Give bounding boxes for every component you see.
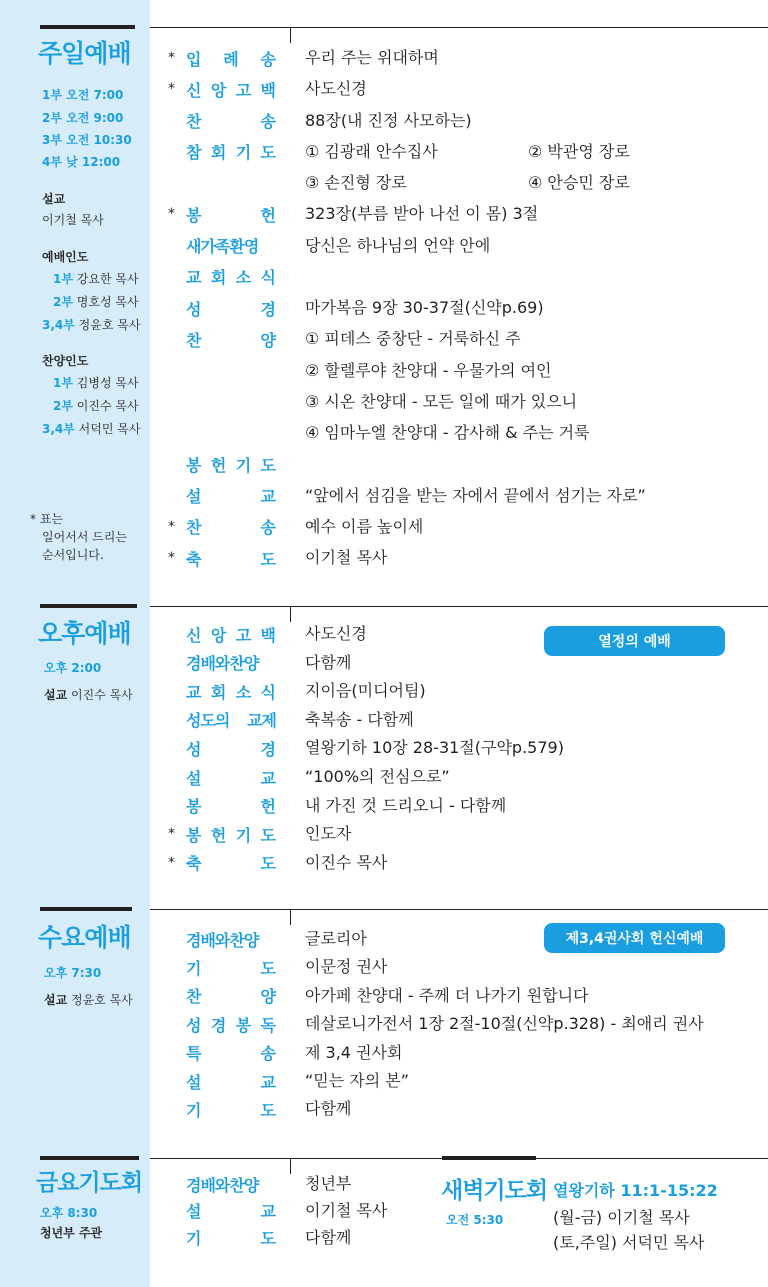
item-label-text: 찬 송 xyxy=(186,112,276,131)
sunday-sermon-name: 이기철 목사 xyxy=(42,213,104,227)
wednesday-item-value: 아가페 찬양대 - 주께 더 나가기 원합니다 xyxy=(305,985,589,1005)
sunday-item-value: 우리 주는 위대하며 xyxy=(305,48,439,67)
item-label-text: 성 경 봉 독 xyxy=(186,1015,276,1035)
afternoon-item-value: 지이음(미디어팀) xyxy=(305,681,426,701)
sunday-item-label xyxy=(168,548,276,569)
item-label-text: 새가족환영 xyxy=(186,237,259,256)
sunday-item-value: ③ 손진형 장로 xyxy=(305,173,407,192)
sunday-item-label xyxy=(168,517,276,538)
standing-mark: * xyxy=(168,206,175,223)
friday-item-value: 이기철 목사 xyxy=(305,1200,388,1220)
dawn-time: 오전 5:30 xyxy=(446,1213,504,1227)
wednesday-title: 수요예배 xyxy=(38,923,131,952)
afternoon-item-label xyxy=(172,796,276,816)
item-label-text: 경배와찬양 xyxy=(186,930,259,950)
wednesday-item-label xyxy=(172,929,276,949)
sunday-time-2: 2부 오전 9:00 xyxy=(42,111,124,125)
sunday-note-1: * 표는 xyxy=(30,512,63,526)
wednesday-item-label xyxy=(172,1014,276,1034)
afternoon-item-value: 이진수 목사 xyxy=(305,852,388,872)
item-label-text: 설 교 xyxy=(186,487,276,506)
section-divider xyxy=(150,606,768,607)
dawn-scripture: 열왕기하 11:1-15:22 xyxy=(553,1181,718,1200)
section-tick xyxy=(290,909,291,925)
item-label-text: 특 송 xyxy=(186,1044,276,1064)
sunday-item-label xyxy=(172,142,276,162)
item-label-text: 성 경 xyxy=(186,739,276,759)
item-label-text: 기 도 xyxy=(186,958,276,978)
sunday-time-3: 3부 오전 10:30 xyxy=(42,133,132,147)
sunday-item-value: “앞에서 섬김을 받는 자에서 끝에서 섬기는 자로” xyxy=(305,485,646,505)
sunday-item-label xyxy=(172,111,276,131)
sunday-praise-3: 3,4부 서덕민 목사 xyxy=(42,422,141,436)
standing-mark: * xyxy=(168,826,175,843)
afternoon-item-value: 인도자 xyxy=(305,824,352,844)
item-label-text: 찬 양 xyxy=(186,987,276,1007)
item-label-text: 성도의 교제 xyxy=(186,711,276,731)
afternoon-item-label xyxy=(172,653,276,673)
afternoon-item-value: “100%의 전심으로” xyxy=(305,767,450,786)
sunday-item-label xyxy=(172,267,276,287)
sunday-note-3: 순서입니다. xyxy=(42,548,104,562)
friday-item-value: 다함께 xyxy=(305,1227,352,1247)
sunday-praise-1: 1부 김병성 목사 xyxy=(53,376,139,390)
item-label-text: 경배와찬양 xyxy=(186,654,259,674)
sunday-item-label xyxy=(172,486,276,506)
section-divider xyxy=(150,27,768,28)
item-label-text: 신 앙 고 백 xyxy=(186,625,276,645)
sunday-item-value: 323장(부름 받아 나선 이 몸) 3절 xyxy=(305,204,539,224)
dawn-line-1: (월-금) 이기철 목사 xyxy=(553,1208,690,1227)
section-tick xyxy=(290,1158,291,1174)
wednesday-badge: 제3,4권사회 헌신예배 xyxy=(544,923,725,953)
sunday-item-value: 이기철 목사 xyxy=(305,548,388,567)
item-label-text: 축 도 xyxy=(186,549,276,569)
item-label-text: 봉 헌 기 도 xyxy=(186,825,276,845)
sunday-item-label xyxy=(168,48,276,69)
wednesday-item-label xyxy=(172,1071,276,1091)
wednesday-item-value: 글로리아 xyxy=(305,929,367,948)
sunday-leader-2: 2부 명호성 목사 xyxy=(53,295,139,309)
item-label-text: 성 경 xyxy=(186,299,276,319)
item-label-text: 찬 송 xyxy=(186,518,276,538)
item-label-text: 기 도 xyxy=(186,1229,276,1249)
sunday-time-4: 4부 낮 12:00 xyxy=(42,155,121,169)
afternoon-item-label xyxy=(172,738,276,758)
sunday-item-value-2: ④ 안승민 장로 xyxy=(528,173,630,192)
item-label-text: 찬 양 xyxy=(186,330,276,350)
friday-time: 오후 8:30 xyxy=(40,1206,98,1220)
sunday-item-value: 예수 이름 높이세 xyxy=(305,516,424,536)
sunday-item-value: 당신은 하나님의 언약 안에 xyxy=(305,235,491,255)
item-label-text: 봉 헌 xyxy=(186,797,276,817)
section-accent-bar xyxy=(40,1156,139,1160)
sunday-item-value: ① 피데스 중창단 - 거룩하신 주 xyxy=(305,329,521,349)
afternoon-item-label xyxy=(172,767,276,787)
wednesday-sermon: 설교 정윤호 목사 xyxy=(44,993,133,1007)
item-label-text: 교 회 소 식 xyxy=(186,682,276,702)
friday-item-label xyxy=(172,1174,276,1194)
friday-host: 청년부 주관 xyxy=(40,1226,103,1240)
afternoon-item-label xyxy=(168,853,276,874)
wednesday-item-label xyxy=(172,986,276,1006)
afternoon-title: 오후예배 xyxy=(38,619,131,648)
sunday-praise-head: 찬양인도 xyxy=(42,354,89,368)
sunday-item-value: ④ 임마누엘 찬양대 - 감사해 & 주는 거룩 xyxy=(305,423,590,442)
wednesday-item-value: 이문정 권사 xyxy=(305,957,388,977)
wednesday-item-value: 데살로니가전서 1장 2절-10절(신약p.328) - 최애리 권사 xyxy=(305,1014,704,1034)
standing-mark: * xyxy=(168,81,175,98)
friday-title: 금요기도회 xyxy=(36,1170,143,1196)
standing-mark: * xyxy=(168,518,175,535)
sunday-title: 주일예배 xyxy=(38,39,131,68)
friday-item-label xyxy=(172,1201,276,1221)
sunday-item-value: 사도신경 xyxy=(305,79,367,99)
wednesday-item-value: 다함께 xyxy=(305,1099,352,1119)
afternoon-item-label xyxy=(172,710,276,730)
item-label-text: 기 도 xyxy=(186,1100,276,1120)
section-tick xyxy=(290,27,291,43)
section-accent-bar xyxy=(40,907,132,911)
afternoon-time: 오후 2:00 xyxy=(44,661,102,675)
item-label-text: 입 례 송 xyxy=(186,49,276,69)
section-accent-bar xyxy=(40,604,137,608)
item-label-text: 봉 헌 xyxy=(186,205,276,225)
sunday-leader-3: 3,4부 정윤호 목사 xyxy=(42,318,141,332)
item-label-text: 교 회 소 식 xyxy=(186,268,276,288)
item-label-text: 축 도 xyxy=(186,854,276,874)
section-divider xyxy=(150,909,768,910)
item-label-text: 설 교 xyxy=(186,768,276,788)
afternoon-badge: 열정의 예배 xyxy=(544,626,725,656)
sunday-time-1: 1부 오전 7:00 xyxy=(42,88,124,102)
item-label-text: 참 회 기 도 xyxy=(186,143,276,163)
sunday-item-value: 88장(내 진정 사모하는) xyxy=(305,110,472,130)
standing-mark: * xyxy=(168,854,175,871)
sunday-item-label xyxy=(168,204,276,225)
item-label-text: 설 교 xyxy=(186,1072,276,1092)
sunday-sermon-head: 설교 xyxy=(42,192,66,206)
sunday-note-2: 일어서서 드리는 xyxy=(42,530,127,544)
sunday-item-value-2: ② 박관영 장로 xyxy=(528,141,630,161)
sunday-item-label xyxy=(172,454,276,474)
afternoon-item-value: 다함께 xyxy=(305,652,352,672)
item-label-text: 설 교 xyxy=(186,1202,276,1222)
afternoon-item-label xyxy=(168,824,276,845)
standing-mark: * xyxy=(168,50,175,66)
wednesday-item-value: “믿는 자의 본” xyxy=(305,1071,410,1090)
afternoon-item-value: 열왕기하 10장 28-31절(구약p.579) xyxy=(305,738,564,758)
sunday-praise-2: 2부 이진수 목사 xyxy=(53,399,139,413)
wednesday-item-label xyxy=(172,957,276,977)
section-accent-bar xyxy=(40,25,135,29)
friday-item-value: 청년부 xyxy=(305,1174,352,1193)
dawn-accent-bar xyxy=(442,1156,536,1160)
sunday-item-label xyxy=(172,236,276,256)
item-label-text: 신 앙 고 백 xyxy=(186,80,276,100)
sunday-item-value: 마가복음 9장 30-37절(신약p.69) xyxy=(305,298,544,317)
sunday-leader-1: 1부 강요한 목사 xyxy=(53,272,139,286)
item-label-text: 경배와찬양 xyxy=(186,1175,259,1195)
afternoon-item-label xyxy=(172,681,276,701)
sunday-lead-head: 예배인도 xyxy=(42,250,89,264)
dawn-line-2: (토,주일) 서덕민 목사 xyxy=(553,1233,705,1252)
sunday-item-label xyxy=(168,79,276,100)
sunday-item-value: ③ 시온 찬양대 - 모든 일에 때가 있으니 xyxy=(305,391,578,411)
sunday-item-label xyxy=(172,298,276,318)
section-tick xyxy=(290,606,291,622)
wednesday-time: 오후 7:30 xyxy=(44,966,102,980)
standing-mark: * xyxy=(168,550,175,566)
friday-item-label xyxy=(172,1228,276,1248)
item-label-text: 봉 헌 기 도 xyxy=(186,455,276,475)
afternoon-item-value: 축복송 - 다함께 xyxy=(305,709,414,729)
afternoon-item-label xyxy=(172,624,276,644)
wednesday-item-label xyxy=(172,1043,276,1063)
wednesday-item-label xyxy=(172,1099,276,1119)
wednesday-item-value: 제 3,4 권사회 xyxy=(305,1042,403,1062)
sunday-item-value: ② 할렐루야 찬양대 - 우물가의 여인 xyxy=(305,360,552,380)
afternoon-item-value: 내 가진 것 드리오니 - 다함께 xyxy=(305,795,507,815)
dawn-title: 새벽기도회 xyxy=(441,1178,548,1204)
afternoon-sermon: 설교 이진수 목사 xyxy=(44,688,133,702)
afternoon-item-value: 사도신경 xyxy=(305,624,367,643)
sunday-item-value: ① 김광래 안수집사 xyxy=(305,141,438,161)
sunday-item-label xyxy=(172,329,276,349)
